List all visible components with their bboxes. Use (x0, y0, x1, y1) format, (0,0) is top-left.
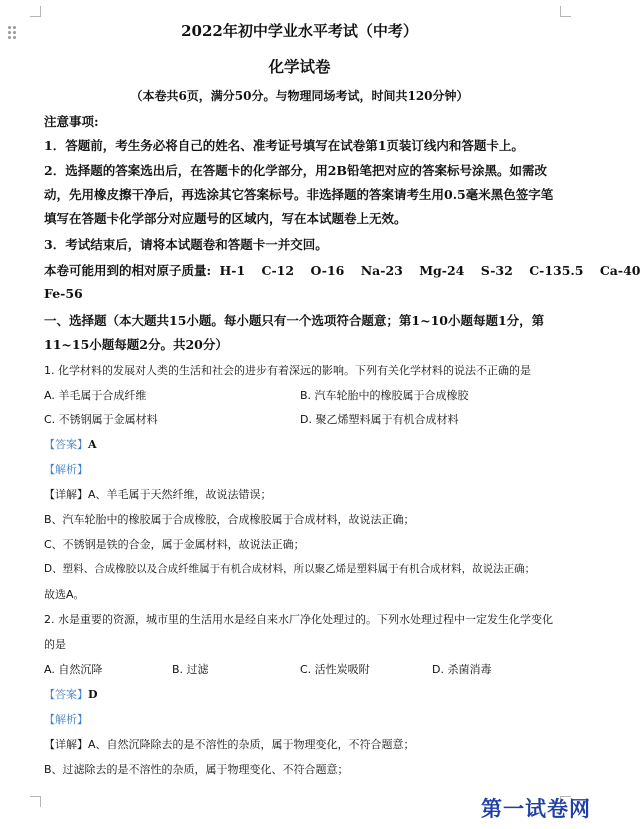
atomic-mass-item: Mg-24 (419, 263, 465, 278)
notice-item-2-line-3: 填写在答题卡化学部分对应题号的区域内，写在本试题卷上无效。 (44, 211, 407, 226)
question-1-option-d: D. 聚乙烯塑料属于有机合成材料 (300, 413, 459, 426)
watermark-logo: 第一试卷网 (481, 796, 591, 821)
question-1-analysis-tag: 【解析】 (44, 463, 88, 476)
crop-mark-top-right (560, 6, 571, 17)
question-1-answer (44, 436, 97, 452)
question-2-answer (44, 686, 98, 702)
question-1-option-b: B. 汽车轮胎中的橡胶属于合成橡胶 (300, 389, 469, 402)
atomic-mass-item: Ca-40 (599, 263, 640, 278)
notice-heading: 注意事项: (44, 114, 99, 129)
question-2-option-a: A. 自然沉降 (44, 663, 103, 676)
exam-subject: 化学试卷 (268, 57, 331, 76)
question-1-detail-1: 【详解】A、羊毛属于天然纤维，故说法错误； (44, 488, 272, 501)
notice-item-1: 1．答题前，考生务必将自己的姓名、准考证号填写在试卷第1页装订线内和答题卡上。 (44, 138, 524, 153)
answer-tag: 【答案】 (44, 688, 88, 701)
question-2-detail-1: 【详解】A、自然沉降除去的是不溶性的杂质，属于物理变化，不符合题意； (44, 738, 415, 751)
atomic-mass-item: H-1 (219, 263, 246, 278)
section-1-heading-line-1: 一、选择题（本大题共15小题。每小题只有一个选项符合题意；第1~10小题每题1分，第 (44, 313, 545, 328)
exam-title: 2022年初中学业水平考试（中考） (181, 22, 418, 40)
atomic-mass-item: Na-23 (360, 263, 403, 278)
question-2-option-b: B. 过滤 (172, 663, 209, 676)
atomic-mass-item: C-135.5 (529, 263, 584, 278)
atomic-mass-item: S-32 (480, 263, 513, 278)
question-1-detail-4: D、塑料、合成橡胶以及合成纤维属于有机合成材料，所以聚乙烯是塑料属于有机合成材料，故说法正确； (44, 563, 536, 575)
notice-item-2-line-2: 动，先用橡皮擦干净后，再选涂其它答案标号。非选择题的答案请考生用0.5毫米黑色签字笔 (44, 187, 554, 202)
answer-tag: 【答案】 (44, 438, 88, 451)
atomic-mass-row (44, 261, 640, 279)
answer-value: D (88, 688, 98, 701)
question-2-analysis-tag: 【解析】 (44, 713, 88, 726)
detail-tag: 【详解】 (44, 488, 88, 501)
notice-item-2-line-1: 2．选择题的答案选出后，在答题卡的化学部分，用2B铅笔把对应的答案标号涂黑。如需改 (44, 163, 547, 178)
detail-tag: 【详解】 (44, 738, 88, 751)
crop-mark-bottom-left (30, 796, 41, 807)
question-1-stem: 1. 化学材料的发展对人类的生活和社会的进步有着深远的影响。下列有关化学材料的说法不正确的是 (44, 364, 531, 377)
question-1-detail-3: C、不锈钢是铁的合金，属于金属材料，故说法正确； (44, 538, 305, 551)
answer-value: A (88, 438, 97, 451)
crop-mark-top-left (30, 6, 41, 17)
question-1-option-a: A. 羊毛属于合成纤维 (44, 389, 147, 402)
question-2-option-c: C. 活性炭吸附 (300, 663, 370, 676)
question-1-conclusion: 故选A。 (44, 588, 85, 601)
exam-info: （本卷共6页，满分50分。与物理同场考试，时间共120分钟） (130, 89, 469, 103)
atomic-mass-last: Fe-56 (44, 286, 83, 301)
notice-item-3: 3．考试结束后，请将本试题卷和答题卡一并交回。 (44, 237, 328, 252)
question-1-detail-2: B、汽车轮胎中的橡胶属于合成橡胶，合成橡胶属于合成材料，故说法正确； (44, 513, 415, 526)
atomic-mass-item: O-16 (310, 263, 345, 278)
question-1-option-c: C. 不锈钢属于金属材料 (44, 413, 158, 426)
question-2-option-d: D. 杀菌消毒 (432, 663, 492, 676)
atomic-mass-item: C-12 (261, 263, 295, 278)
question-2-detail-2: B、过滤除去的是不溶性的杂质，属于物理变化、不符合题意； (44, 763, 349, 776)
atomic-mass-label: 本卷可能用到的相对原子质量: (44, 263, 212, 278)
question-2-stem-line-2: 的是 (44, 638, 66, 651)
section-1-heading-line-2: 11~15小题每题2分。共20分） (44, 337, 228, 352)
question-2-stem-line-1: 2. 水是重要的资源，城市里的生活用水是经自来水厂净化处理过的。下列水处理过程中一定发生化学变化 (44, 613, 553, 626)
